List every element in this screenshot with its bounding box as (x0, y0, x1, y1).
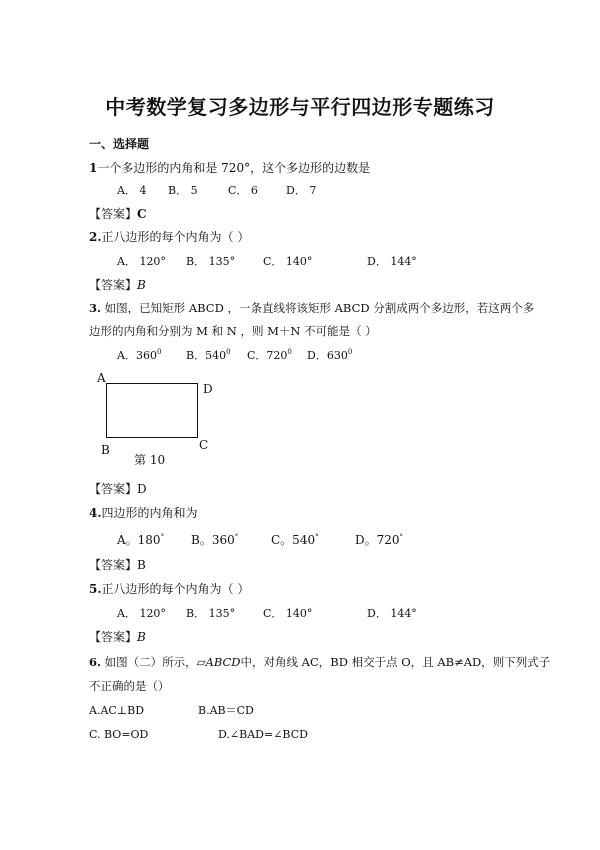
degree-mark: ° (315, 533, 319, 541)
option-c: C。540° (271, 533, 319, 547)
answer-label: 【答案】 (89, 278, 138, 292)
question-text: 一个多边形的内角和是 720°，这个多边形的边数是 (97, 161, 371, 175)
option-d: D． 144° (367, 607, 417, 620)
option-c: C． 6 (228, 184, 258, 197)
vertex-b-label: B (101, 443, 110, 457)
degree-mark: ° (399, 533, 404, 541)
question-text: 正八边形的每个内角为（ ） (101, 230, 250, 244)
answer-value: B (137, 278, 146, 292)
answer-label: 【答案】 (89, 630, 138, 644)
question-3 (89, 300, 534, 316)
question-4 (89, 505, 198, 521)
degree-mark: ° (160, 533, 165, 541)
question-number: 2. (89, 230, 102, 244)
parallelogram-icon: ▱ (196, 655, 206, 669)
figure-caption: 第 10 (134, 453, 166, 467)
question-5 (89, 581, 249, 597)
option-b: B． 135° (186, 255, 236, 268)
option-a: A． 120° (117, 255, 166, 268)
vertex-d-label: D (203, 382, 213, 396)
answer-2 (89, 277, 146, 293)
degree-mark: 0 (287, 348, 292, 356)
option-b: B． 5 (168, 184, 198, 197)
answer-value: B (137, 558, 146, 572)
option-d: D． 7 (286, 184, 317, 197)
degree-mark: 0 (156, 348, 162, 356)
question-text-pre: 如图（二）所示， (104, 655, 197, 669)
answer-5 (89, 629, 146, 645)
option-d: D。720° (355, 533, 404, 547)
option-b: B。360° (191, 533, 239, 547)
option-c: C． 140° (263, 255, 313, 268)
question-2 (89, 229, 249, 245)
question-text-post: 中，对角线 AC，BD 相交于点 O，且 AB≠AD，则下列式子 (240, 655, 551, 669)
option-b: B．$540^0$ (186, 348, 231, 362)
answer-value: C (137, 207, 147, 221)
option-a: A.AC⊥BD (89, 704, 145, 717)
answer-value: B (137, 630, 146, 644)
answer-4 (89, 557, 146, 573)
degree-mark: 0 (226, 348, 231, 356)
degree-mark: ° (234, 533, 239, 541)
option-d: D.∠BAD=∠BCD (218, 728, 308, 741)
shape-name: ABCD (205, 655, 241, 669)
option-c: C．$720^0$ (247, 348, 292, 362)
question-number: 6. (89, 655, 102, 669)
option-a: A．$360^0$ (117, 348, 162, 362)
rectangle-figure (106, 383, 198, 438)
question-number: 4. (89, 506, 102, 520)
option-d: D． 144° (367, 255, 417, 268)
answer-label: 【答案】 (89, 558, 138, 572)
question-text: 正八边形的每个内角为（ ） (101, 582, 250, 596)
section-heading: 一、选择题 (89, 137, 150, 151)
question-3-line2: 边形的内角和分别为 M 和 N ，则 M＋N 不可能是（ ） (89, 324, 377, 338)
answer-value: D (137, 482, 147, 496)
answer-label: 【答案】 (89, 482, 138, 496)
option-a: A． 4 (117, 184, 147, 197)
option-b: B． 135° (186, 607, 236, 620)
option-b: B.AB＝CD (198, 704, 254, 717)
question-1 (89, 160, 370, 176)
option-a: A． 120° (117, 607, 166, 620)
question-text: 四边形的内角和为 (101, 506, 198, 520)
answer-label: 【答案】 (89, 207, 138, 221)
question-number: 5. (89, 582, 102, 596)
vertex-a-label: A (97, 371, 106, 385)
option-c: C. BO=OD (89, 728, 149, 741)
page-title: 中考数学复习多边形与平行四边形专题练习 (105, 95, 495, 119)
question-6 (89, 654, 550, 670)
option-d: D．$630^0$ (307, 348, 353, 362)
answer-3 (89, 481, 147, 497)
option-c: C． 140° (263, 607, 313, 620)
option-a: A。180° (117, 533, 165, 547)
question-6-line2: 不正确的是（） (89, 679, 170, 693)
answer-1 (89, 206, 147, 222)
question-text-line1: 如图，已知矩形 ABCD ，一条直线将该矩形 ABCD 分割成两个多边形，若这两个多 (104, 301, 535, 315)
question-number: 3. (89, 301, 102, 315)
degree-mark: 0 (347, 348, 353, 356)
vertex-c-label: C (199, 438, 209, 452)
question-number: 1 (89, 161, 98, 175)
